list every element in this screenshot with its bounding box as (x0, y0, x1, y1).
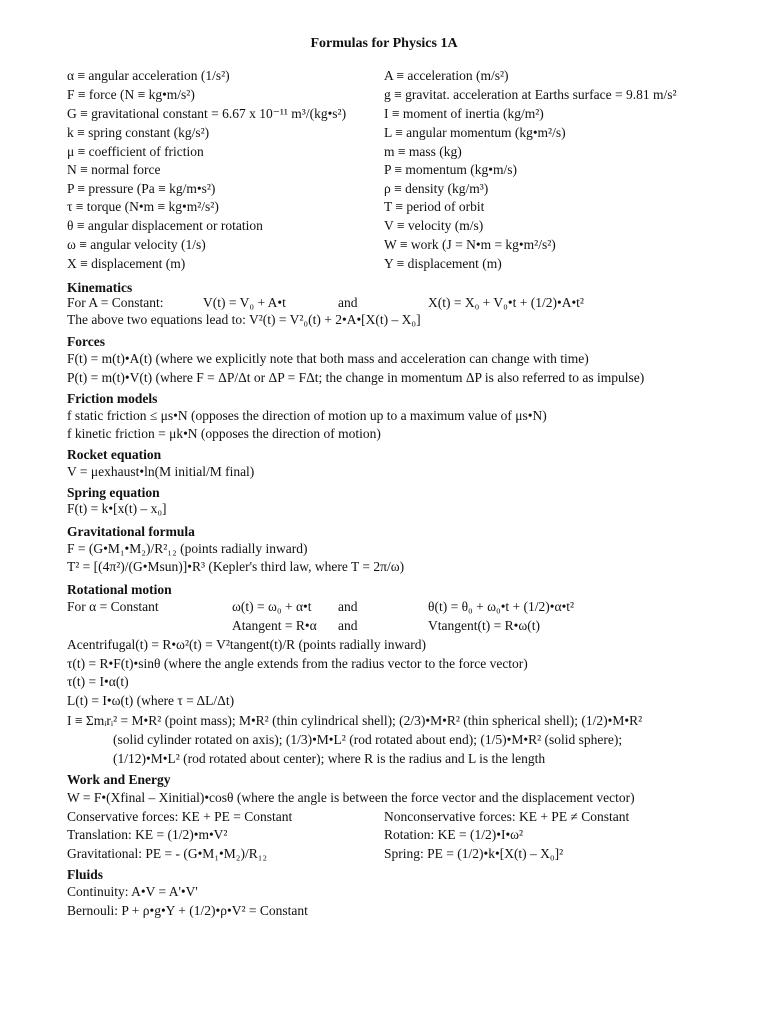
definition-item: I ≡ moment of inertia (kg/m²) (384, 106, 544, 121)
rotational-a-tangent: Atangent = R•α (232, 618, 317, 633)
rotational-line: τ(t) = R•F(t)•sinθ (where the angle extends from the radius vector to the force vector) (67, 656, 528, 671)
gravitation-line: T² = [(4π²)/(G•Msun)]•R³ (Kepler's third law, where T = 2π/ω) (67, 559, 405, 574)
fluids-continuity: Continuity: A•V = A'•V' (67, 884, 198, 899)
conservative-forces: Conservative forces: KE + PE = Constant (67, 809, 293, 824)
forces-line: F(t) = m(t)•A(t) (where we explicitly note that both mass and acceleration can change with time) (67, 351, 589, 366)
kinematics-condition: For A = Constant: (67, 295, 164, 310)
rotational-v-tangent: Vtangent(t) = R•ω(t) (428, 618, 540, 633)
definition-item: L ≡ angular momentum (kg•m²/s) (384, 125, 566, 140)
spring-pe: Spring: PE = (1/2)•k•[X(t) – X₀]² (384, 846, 564, 861)
definition-item: P ≡ momentum (kg•m/s) (384, 162, 517, 177)
translation-ke: Translation: KE = (1/2)•m•V² (67, 827, 228, 842)
rotational-omega: ω(t) = ω₀ + α•t (232, 599, 312, 614)
page-title: Formulas for Physics 1A (310, 36, 458, 51)
section-heading-forces: Forces (67, 334, 105, 349)
definition-item: ρ ≡ density (kg/m³) (384, 181, 489, 196)
section-heading-spring: Spring equation (67, 485, 160, 500)
definition-item: V ≡ velocity (m/s) (384, 218, 484, 233)
gravitation-line: F = (G•M₁•M₂)/R²₁₂ (points radially inward) (67, 541, 308, 556)
friction-static: f static friction ≤ μs•N (opposes the direction of motion up to a maximum value of μs•N) (67, 408, 547, 423)
section-heading-rotational: Rotational motion (67, 582, 172, 597)
definition-item: W ≡ work (J = N•m = kg•m²/s²) (384, 237, 556, 252)
rotational-line: Acentrifugal(t) = R•ω²(t) = V²tangent(t)/R (points radially inward) (67, 637, 426, 652)
definition-item: X ≡ displacement (m) (67, 256, 186, 271)
kinematics-derived: The above two equations lead to: V²(t) = V²₀(t) + 2•A•[X(t) – X₀] (67, 312, 421, 327)
kinematics-velocity: V(t) = V₀ + A•t (203, 295, 286, 310)
rotation-ke: Rotation: KE = (1/2)•I•ω² (384, 827, 524, 842)
definition-item: T ≡ period of orbit (384, 199, 485, 214)
section-heading-kinematics: Kinematics (67, 280, 133, 295)
rotational-and: and (338, 599, 358, 614)
definition-item: A ≡ acceleration (m/s²) (384, 68, 509, 83)
spring-line: F(t) = k•[x(t) – x₀] (67, 501, 167, 516)
moment-of-inertia-line: I ≡ Σmᵢrᵢ² = M•R² (point mass); M•R² (thin cylindrical shell); (2/3)•M•R² (thin spherical shell); (1/2)•M•R² (67, 713, 643, 728)
rocket-line: V = μexhaust•ln(M initial/M final) (67, 464, 255, 479)
rotational-and: and (338, 618, 358, 633)
gravitational-pe: Gravitational: PE = - (G•M₁•M₂)/R₁₂ (67, 846, 268, 861)
section-heading-friction: Friction models (67, 391, 158, 406)
definition-item: g ≡ gravitat. acceleration at Earths surface = 9.81 m/s² (384, 87, 677, 102)
definition-item: k ≡ spring constant (kg/s²) (67, 125, 210, 140)
definition-item: F ≡ force (N ≡ kg•m/s²) (67, 87, 195, 102)
kinematics-position: X(t) = X₀ + V₀•t + (1/2)•A•t² (428, 295, 584, 310)
forces-line: P(t) = m(t)•V(t) (where F = ΔP/Δt or ΔP = FΔt; the change in momentum ΔP is also referred to as impulse) (67, 370, 645, 385)
definition-item: P ≡ pressure (Pa ≡ kg/m•s²) (67, 181, 216, 196)
rotational-theta: θ(t) = θ₀ + ω₀•t + (1/2)•α•t² (428, 599, 575, 614)
definition-item: ω ≡ angular velocity (1/s) (67, 237, 206, 252)
work-line: W = F•(Xfinal – Xinitial)•cosθ (where the angle is between the force vector and the displacement vector) (67, 790, 635, 805)
nonconservative-forces: Nonconservative forces: KE + PE ≠ Constant (384, 809, 630, 824)
definition-item: Y ≡ displacement (m) (384, 256, 502, 271)
section-heading-work: Work and Energy (67, 772, 171, 787)
kinematics-and: and (338, 295, 358, 310)
definition-item: τ ≡ torque (N•m ≡ kg•m²/s²) (67, 199, 219, 214)
moment-of-inertia-line: (1/12)•M•L² (rod rotated about center); where R is the radius and L is the length (113, 751, 546, 766)
rotational-line: L(t) = I•ω(t) (where τ = ΔL/Δt) (67, 693, 235, 708)
definition-item: μ ≡ coefficient of friction (67, 144, 204, 159)
rotational-condition: For α = Constant (67, 599, 159, 614)
friction-kinetic: f kinetic friction = μk•N (opposes the direction of motion) (67, 426, 381, 441)
moment-of-inertia-line: (solid cylinder rotated on axis); (1/3)•M•L² (rod rotated about end); (1/5)•M•R² (solid sphere); (113, 732, 623, 747)
definition-item: m ≡ mass (kg) (384, 144, 462, 159)
definition-item: α ≡ angular acceleration (1/s²) (67, 68, 230, 83)
section-heading-fluids: Fluids (67, 867, 104, 882)
rotational-line: τ(t) = I•α(t) (67, 674, 129, 689)
section-heading-rocket: Rocket equation (67, 447, 162, 462)
definition-item: G ≡ gravitational constant = 6.67 x 10⁻¹¹ m³/(kg•s²) (67, 106, 347, 121)
fluids-bernoulli: Bernouli: P + ρ•g•Y + (1/2)•ρ•V² = Constant (67, 903, 308, 918)
definition-item: N ≡ normal force (67, 162, 161, 177)
section-heading-gravitation: Gravitational formula (67, 524, 195, 539)
definition-item: θ ≡ angular displacement or rotation (67, 218, 263, 233)
